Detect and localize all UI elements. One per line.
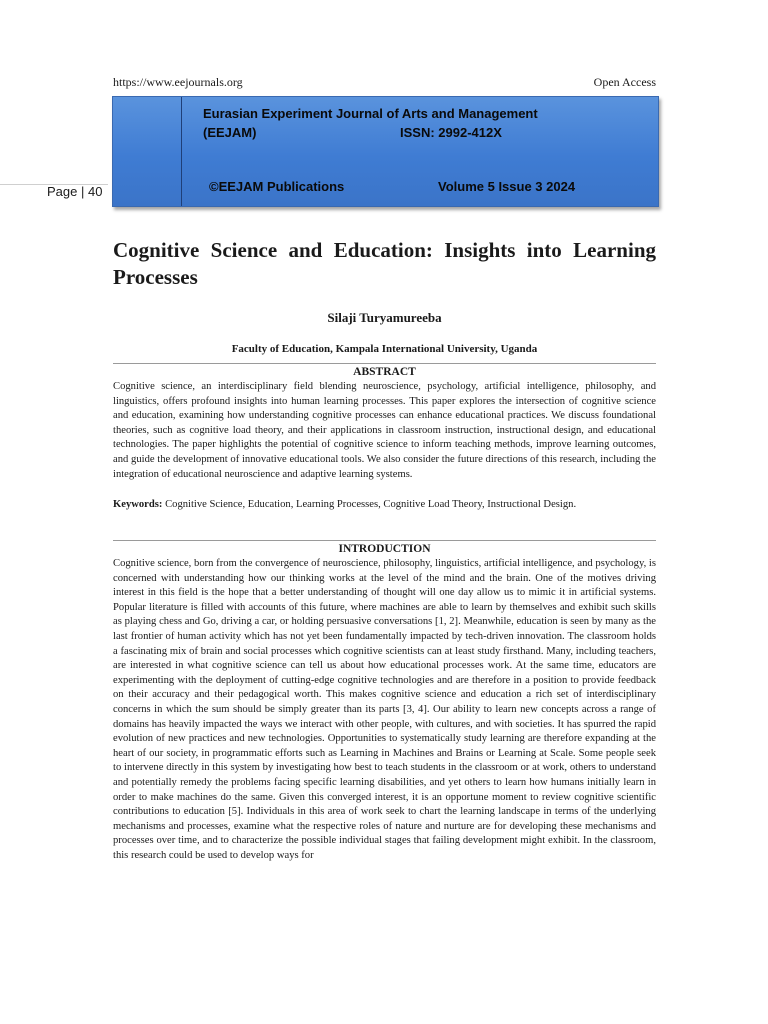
journal-url-link[interactable]: https://www.eejournals.org bbox=[113, 75, 243, 89]
keywords-list: Cognitive Science, Education, Learning Processes, Cognitive Load Theory, Instructional Design. bbox=[165, 499, 577, 510]
open-access-label: Open Access bbox=[593, 75, 656, 89]
journal-banner bbox=[112, 96, 659, 207]
author-affiliation: Faculty of Education, Kampala International University, Uganda bbox=[231, 343, 538, 355]
article-title: Cognitive Science and Education: Insights into Learning Processes bbox=[113, 238, 656, 289]
introduction-heading: INTRODUCTION bbox=[338, 543, 431, 555]
introduction-divider bbox=[113, 540, 656, 541]
keywords-label: Keywords: bbox=[113, 499, 163, 510]
abstract-text: Cognitive science, an interdisciplinary field blending neuroscience, psychology, artificial intelligence, philosophy, and linguistics, offers profound insights into human learning processes. This paper explores the intersection of cognitive science and education, examining how understanding cognitive processes can enhance educational practices. We discuss foundational theories, such as cognitive load theory, and their applications in classroom instruction, instructional design, and educational technologies. The paper highlights the potential of cognitive science to inform teaching methods, improve learning outcomes, and guide the development of innovative educational tools. We also consider the future directions of this research, including the integration of educational neuroscience and adaptive learning systems. bbox=[113, 381, 656, 480]
introduction-text: Cognitive science, born from the convergence of neuroscience, philosophy, linguistics, artificial intelligence, and psychology, is concerned with understanding how our thinking works at the level of the mind and the brain. One of the motives driving interest in this field is the hope that a better understanding of thought will one day allow us to mimic it in artificial systems. Popular literature is filled with accounts of this future, where machines are able to learn by themselves and exhibit such skills as playing chess and Go, driving a car, or holding persuasive conversations [1, 2]. Meanwhile, education is seen by many as the last frontier of human activity which has not yet been fundamentally impacted by tech-driven innovation. The classroom holds a fascinating mix of brain and social processes which cognitive scientists can at least study firsthand. Many, including teachers, are interested in what cognitive science can tell us about how educational processes work. At the same time, educators are experimenting with the deployment of cutting-edge cognitive technologies and are therefore in a position to provide feedback on their accuracy and their pedagogical worth. This makes cognitive science and education a rich set of interdisciplinary concerns in which the sum should be simply greater than its parts [3, 4]. Our ability to learn new concepts across a range of domains has heavily impacted the ways we interact with other people, with cultures, and with societies. It has spurred the rapid evolution of new practices and new technologies. Opportunities to systematically study learning are therefore expanding at the heart of our society, in programmatic efforts such as Learning in Machines and Brains or Learning at Scale. Some people seek to intervene directly in this system by investigating how best to teach students in the classroom or at work, others to understand and potentially remedy the problems facing specific learning disabilities, and yet others to learn how humans initially learn in order to make machines do the same. Given this converged interest, it is an opportune moment to review cognitive scientific contributions to education [5]. Individuals in this area of work seek to chart the learning landscape in terms of the underlying mechanisms and processes, examine what the respective roles of nature and nurture are for developing these mechanisms and processes over time, and to characterize the possible individual stages that failing development might exhibit. In the classroom, this research could be used to develop ways for bbox=[113, 558, 656, 861]
journal-name: Eurasian Experiment Journal of Arts and Management bbox=[203, 106, 538, 121]
page-number: Page | 40 bbox=[47, 184, 103, 199]
abstract-heading: ABSTRACT bbox=[353, 366, 416, 378]
issn-label: ISSN: 2992-412X bbox=[400, 125, 502, 140]
keywords bbox=[113, 498, 656, 513]
abstract-divider bbox=[113, 363, 656, 364]
volume-issue-label: Volume 5 Issue 3 2024 bbox=[438, 179, 576, 194]
banner-divider bbox=[181, 97, 182, 206]
author-name: Silaji Turyamureeba bbox=[327, 310, 442, 325]
publisher-label: ©EEJAM Publications bbox=[209, 179, 345, 194]
journal-abbreviation: (EEJAM) bbox=[203, 125, 257, 140]
